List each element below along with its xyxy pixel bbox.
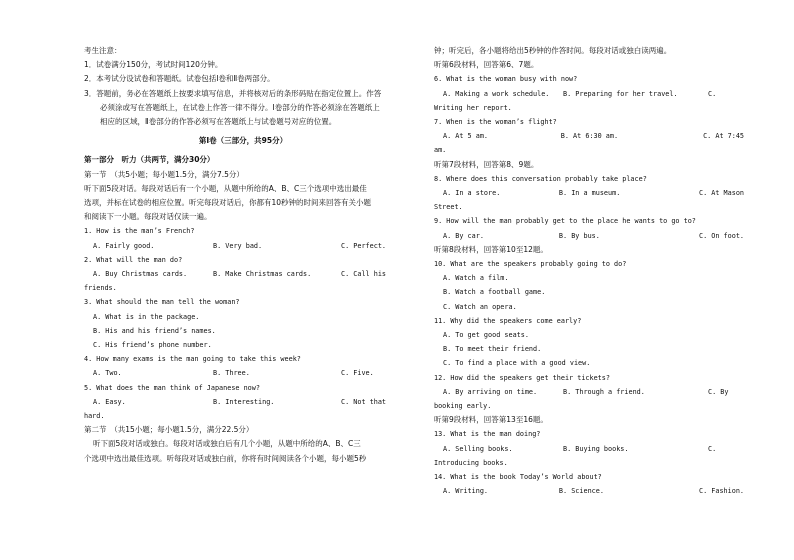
material-header: 听第6段材料，回答第6、7题。 [434,60,539,70]
question-stem: 10. What are the speakers probably going to do? [434,260,627,269]
answer-option: A. By car. [443,231,484,240]
answer-option: A. Making a work schedule. [443,89,550,98]
instruction-line: 听下面5段对话。每段对话后有一个小题，从题中所给的A、B、C三个选项中选出最佳 [84,183,367,193]
answer-option: C. Five. [341,369,374,378]
answer-option: C. Not that [341,397,387,406]
answer-option: B. Interesting. [213,397,275,406]
instruction-line: 个选项中选出最佳选项。听每段对话或独白前，你将有时间阅读各个小题，每小题5秒 [84,453,367,463]
answer-option: A. To get good seats. [443,331,529,340]
answer-option: A. At 5 am. [443,132,489,141]
question-stem: 13. What is the man doing? [434,430,541,439]
answer-option: C. To find a place with a good view. [443,359,591,368]
part-title: 第一部分 听力（共两节，满分30分） [84,155,215,165]
answer-option: B. Preparing for her travel. [563,89,678,98]
notice-item: 相应的区域，Ⅱ卷部分的作答必须写在答题纸上与试卷题号对应的位置。 [100,117,337,127]
question-list [84,224,402,423]
answer-option: A. Buy Christmas cards. [93,270,188,279]
answer-option: B. Very bad. [213,241,263,250]
answer-option: A. Watch a film. [443,274,509,283]
instruction-line: 听下面5段对话或独白。每段对话或独白后有几个小题，从题中所给的A、B、C三 [93,439,361,449]
question-stem: 11. Why did the speakers come early? [434,316,582,325]
answer-option: B. His and his friend’s names. [93,326,216,335]
answer-option: A. In a store. [443,189,501,198]
material-header: 听第8段材料，回答第10至12题。 [434,244,548,254]
answer-option: C. At Mason [698,189,744,198]
option-row [434,229,744,243]
answer-option: B. At 6:30 am. [560,132,619,141]
notice-item: 3．答题前，务必在答题纸上按要求填写信息，并将核对后的条形码贴在指定位置上。作答 [84,88,382,98]
answer-option: C. [708,444,717,453]
answer-option: B. By bus. [558,231,600,240]
option-row [434,87,744,101]
answer-option: C. On foot. [698,231,744,240]
option-row [434,442,744,456]
instruction-line: 钟；听完后，各小题将给出5秒钟的作答时间。每段对话或独白读两遍。 [434,46,672,55]
notice-item: 1．试卷满分150分，考试时间120分钟。 [84,60,223,70]
question-stem: 14. What is the book Today’s World about? [434,473,602,482]
option-row [434,484,744,498]
answer-option: B. In a museum. [558,189,621,198]
answer-option: A. What is in the package. [93,312,200,321]
option-continuation: Street. [434,203,463,212]
material-header: 听第9段材料，回答第13至16题。 [434,415,548,425]
section-title: 第二节 （共15小题；每小题1.5分，满分22.5分） [84,425,254,435]
question-stem: 6. What is the woman busy with now? [434,75,578,84]
option-continuation: Writing her report. [434,103,512,112]
question-stem: 8. Where does this conversation probably take place? [434,174,647,183]
answer-option: A. By arriving on time. [443,387,538,396]
option-continuation: am. [434,146,447,155]
answer-option: B. Science. [558,487,604,496]
option-row [84,366,402,380]
notice-item: 2．本考试分设试卷和答题纸。试卷包括Ⅰ卷和Ⅱ卷两部分。 [84,74,275,84]
answer-option: B. Watch a football game. [443,288,546,297]
question-stem: 1. How is the man’s French? [84,227,195,236]
right-column [434,44,744,499]
material-header: 听第7段材料，回答第8、9题。 [434,159,539,169]
answer-option: B. To meet their friend. [443,345,542,354]
answer-option: C. By [708,387,729,396]
instruction-line: 选项，并标在试卷的相应位置。听完每段对话后，你都有10秒钟的时间来回答有关小题 [84,198,372,208]
answer-option: C. Fashion. [698,487,744,496]
answer-option: C. Perfect. [341,241,387,250]
option-continuation: friends. [84,284,117,293]
answer-option: B. Make Christmas cards. [213,270,312,279]
volume-title: 第Ⅰ卷（三部分，共95分） [198,136,288,146]
answer-option: C. His friend’s phone number. [93,341,212,350]
option-continuation: hard. [84,412,105,421]
notice-item: 必须涂或写在答题纸上，在试卷上作答一律不得分。Ⅰ卷部分的作答必须涂在答题纸上 [100,102,380,112]
notice-title: 考生注意： [84,46,122,55]
answer-option: A. Selling books. [443,444,513,453]
question-stem: 7. When is the woman’s flight? [434,118,557,127]
answer-option: C. [708,89,717,98]
left-column [84,44,402,466]
question-stem: 5. What does the man think of Japanese now? [84,383,260,392]
instruction-line: 和阅读下一小题。每段对话仅读一遍。 [84,212,212,222]
option-row [434,129,744,143]
section-title: 第一节 （共5小题；每小题1.5分，满分7.5分） [84,169,244,179]
question-stem: 4. How many exams is the man going to take this week? [84,355,301,364]
option-row [84,395,402,409]
question-stem: 12. How did the speakers get their tickets? [434,373,610,382]
option-row [84,267,402,281]
question-list [434,72,744,498]
answer-option: A. Writing. [443,487,489,496]
question-stem: 3. What should the man tell the woman? [84,298,240,307]
question-stem: 9. How will the man probably get to the place he wants to go to? [434,217,696,226]
answer-option: A. Fairly good. [93,241,155,250]
answer-option: C. At 7:45 [703,132,744,141]
answer-option: A. Easy. [93,397,126,406]
answer-option: B. Three. [213,369,250,378]
answer-option: A. Two. [93,369,122,378]
answer-option: C. Watch an opera. [443,302,517,311]
answer-option: B. Buying books. [563,444,629,453]
answer-option: C. Call his [341,270,387,279]
answer-option: B. Through a friend. [563,387,645,396]
option-row [434,186,744,200]
option-row [434,385,744,399]
option-row [84,239,402,253]
question-stem: 2. What will the man do? [84,255,183,264]
option-continuation: Introducing books. [434,458,508,467]
option-continuation: booking early. [434,402,492,411]
